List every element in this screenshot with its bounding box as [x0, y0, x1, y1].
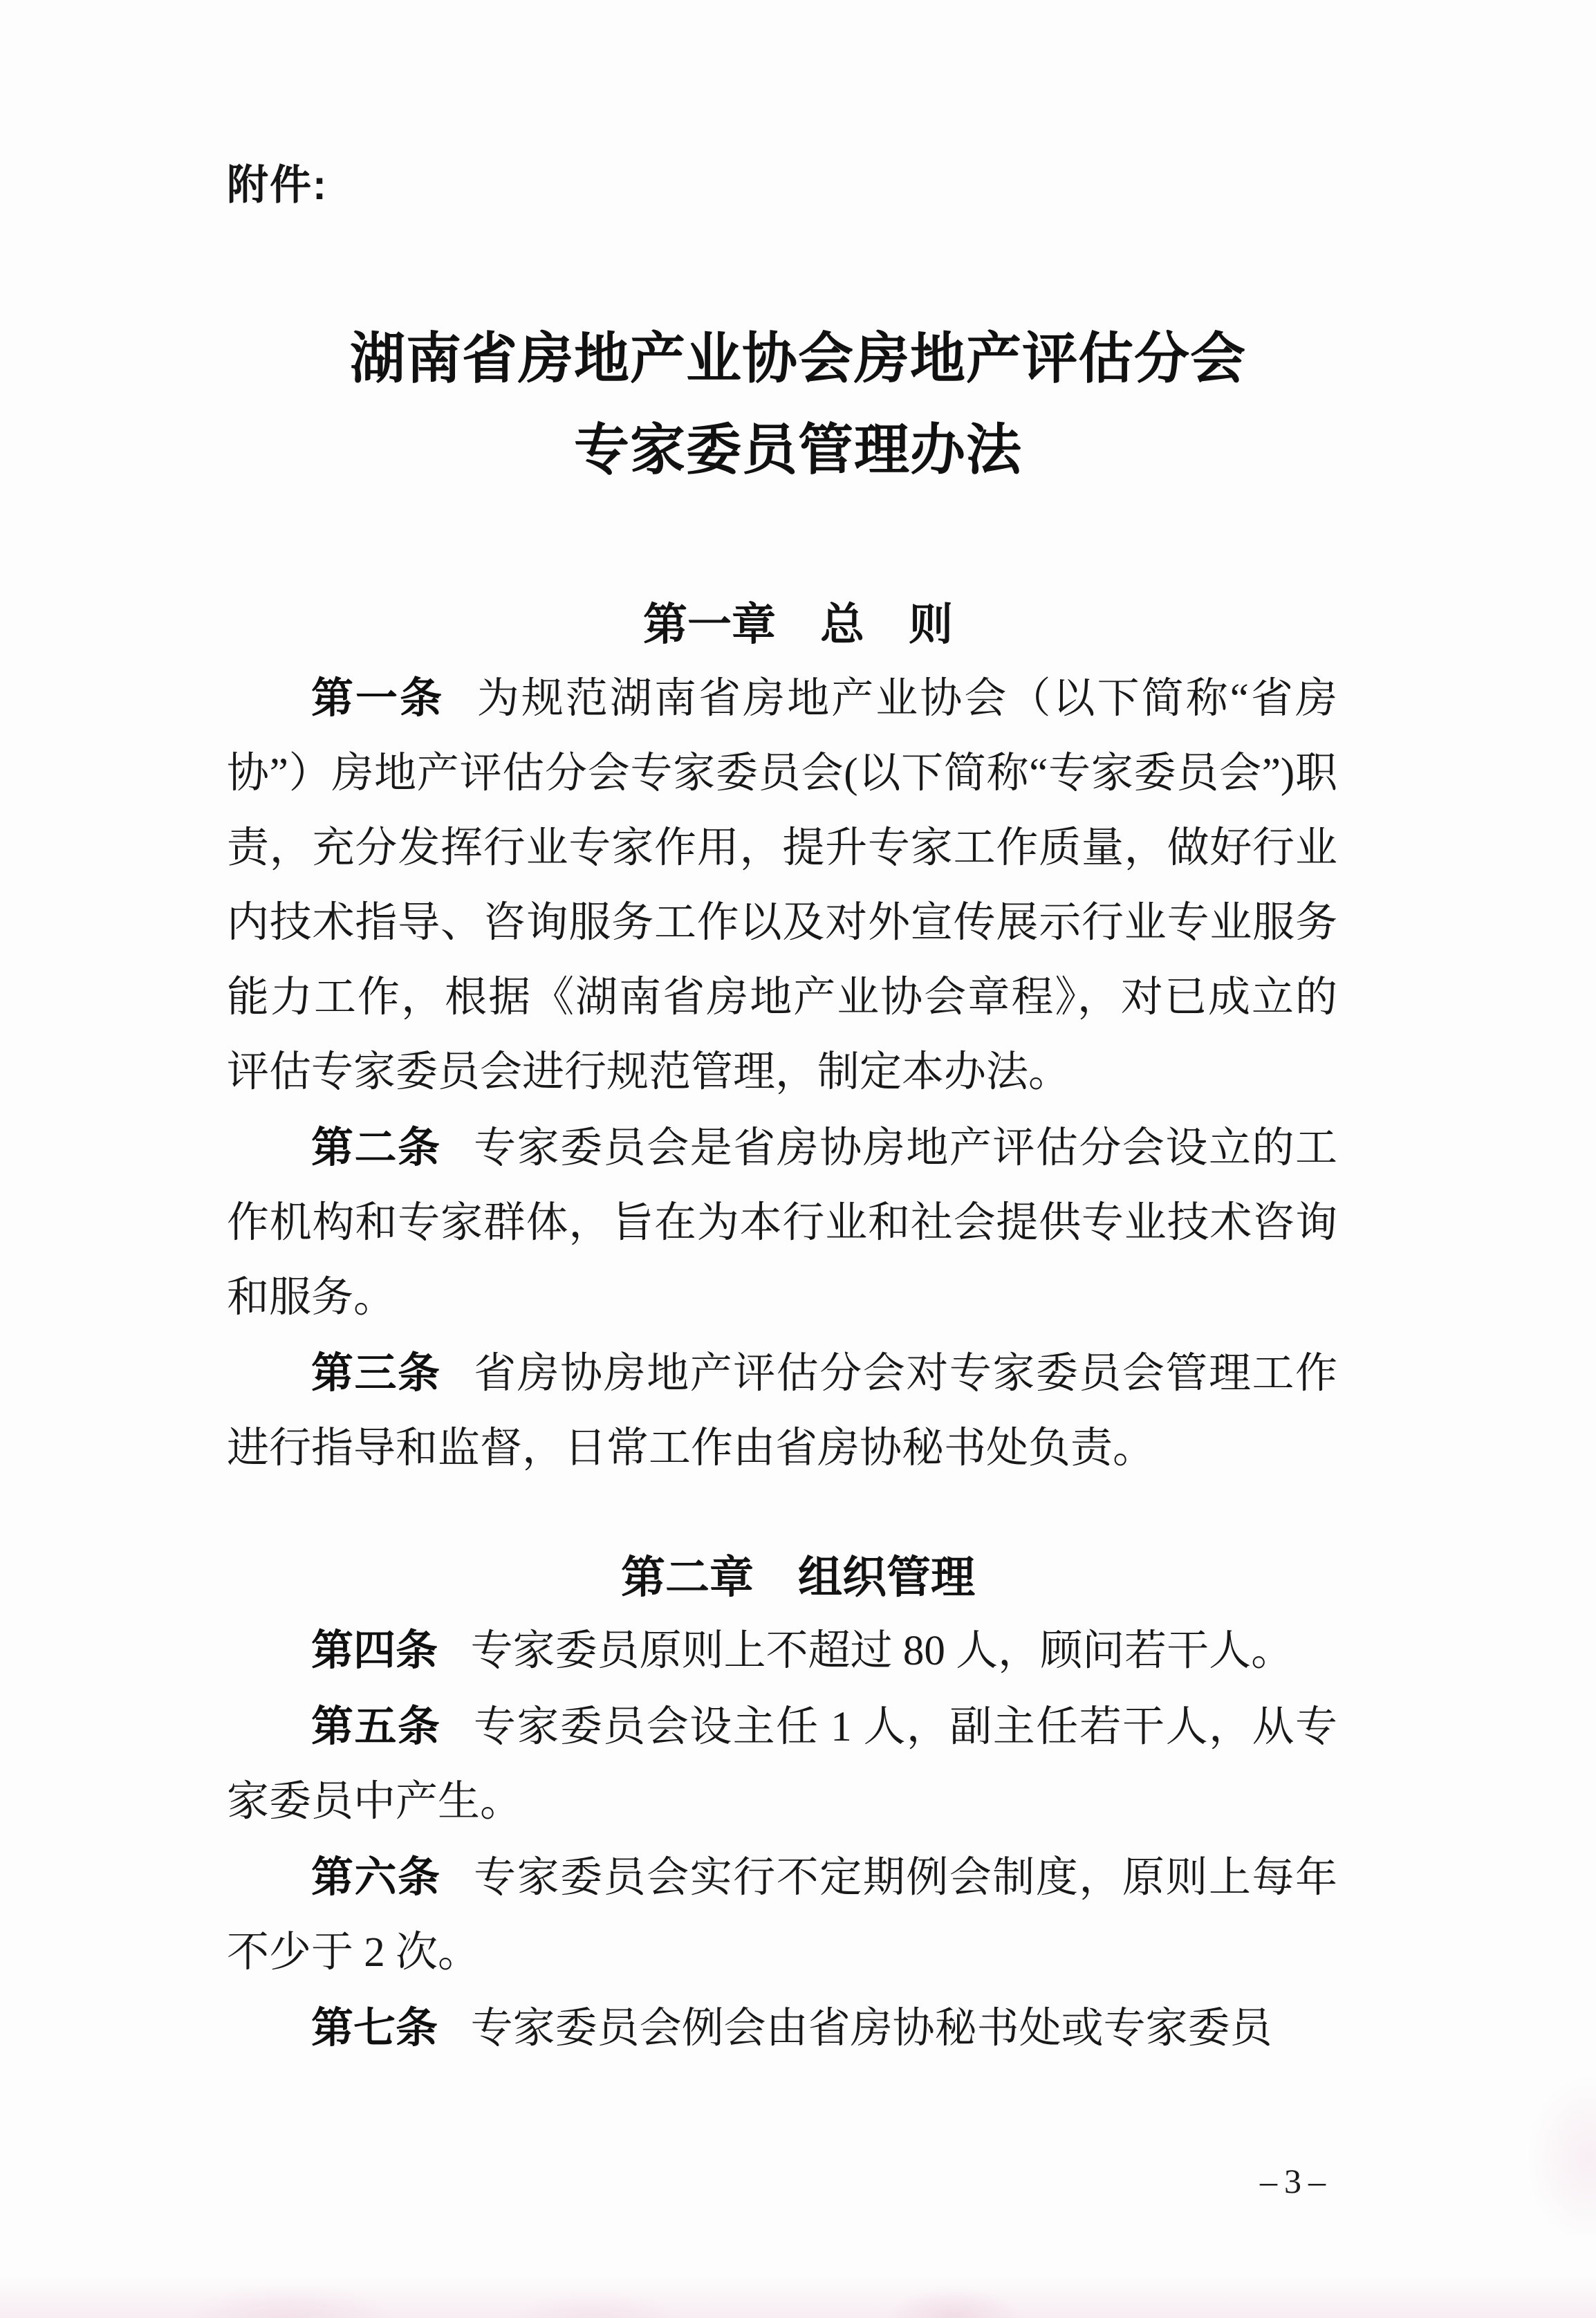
chapter-1-heading: 第一章 总 则 — [643, 600, 953, 649]
article-2-number: 第二条 — [311, 1124, 441, 1171]
article-6-number: 第六条 — [311, 1853, 441, 1900]
article-7-text: 专家委员会例会由省房协秘书处或专家委员 — [470, 2005, 1272, 2052]
article-2-paragraph — [227, 1110, 1337, 1335]
chapter-2-heading: 第二章 组织管理 — [621, 1552, 975, 1602]
article-1-number: 第一条 — [311, 674, 445, 721]
article-6-text: 专家委员会实行不定期例会制度，原则上每年不少于 2 次。 — [227, 1855, 1337, 1976]
chapter-2-body — [227, 1613, 1337, 2066]
scan-artifact-right-smudge — [1478, 2055, 1596, 2235]
chapter-1-body — [227, 660, 1337, 1486]
document-title-line-2: 专家委员管理办法 — [574, 420, 1022, 481]
article-4-number: 第四条 — [311, 1626, 438, 1673]
article-7-paragraph — [227, 1990, 1337, 2066]
article-1-paragraph — [227, 660, 1337, 1110]
article-6-paragraph — [227, 1839, 1337, 1990]
article-5-text: 专家委员会设主任 1 人，副主任若干人，从专家委员中产生。 — [227, 1704, 1337, 1825]
article-3-text: 省房协房地产评估分会对专家委员会管理工作进行指导和监督，日常工作由省房协秘书处负责。 — [227, 1351, 1337, 1472]
article-5-paragraph — [227, 1689, 1337, 1839]
article-2-text: 专家委员会是省房协房地产评估分会设立的工作机构和专家群体，旨在为本行业和社会提供专业技术咨询和服务。 — [227, 1125, 1337, 1321]
article-3-number: 第三条 — [311, 1349, 441, 1396]
article-3-paragraph — [227, 1335, 1337, 1486]
document-title-line-1: 湖南省房地产业协会房地产评估分会 — [350, 329, 1246, 390]
article-4-paragraph — [227, 1613, 1337, 1689]
scan-artifact-bottom-strip — [0, 2256, 1596, 2318]
page-number: –3– — [1260, 2162, 1333, 2200]
article-1-text: 为规范湖南省房地产业协会（以下简称“省房协”）房地产评估分会专家委员会(以下简称“专家委员会”)职责，充分发挥行业专家作用，提升专家工作质量，做好行业内技术指导、咨询服务工作以及对外宣传展示行业专业服务能力工作，根据《湖南省房地产业协会章程》，对已成立的评估专家委员会进行规范管理，制定本办法。 — [227, 676, 1337, 1095]
attachment-label: 附件: — [227, 162, 328, 208]
article-7-number: 第七条 — [311, 2004, 438, 2051]
article-5-number: 第五条 — [311, 1703, 441, 1750]
article-4-text: 专家委员原则上不超过 80 人，顾问若干人。 — [470, 1628, 1294, 1674]
